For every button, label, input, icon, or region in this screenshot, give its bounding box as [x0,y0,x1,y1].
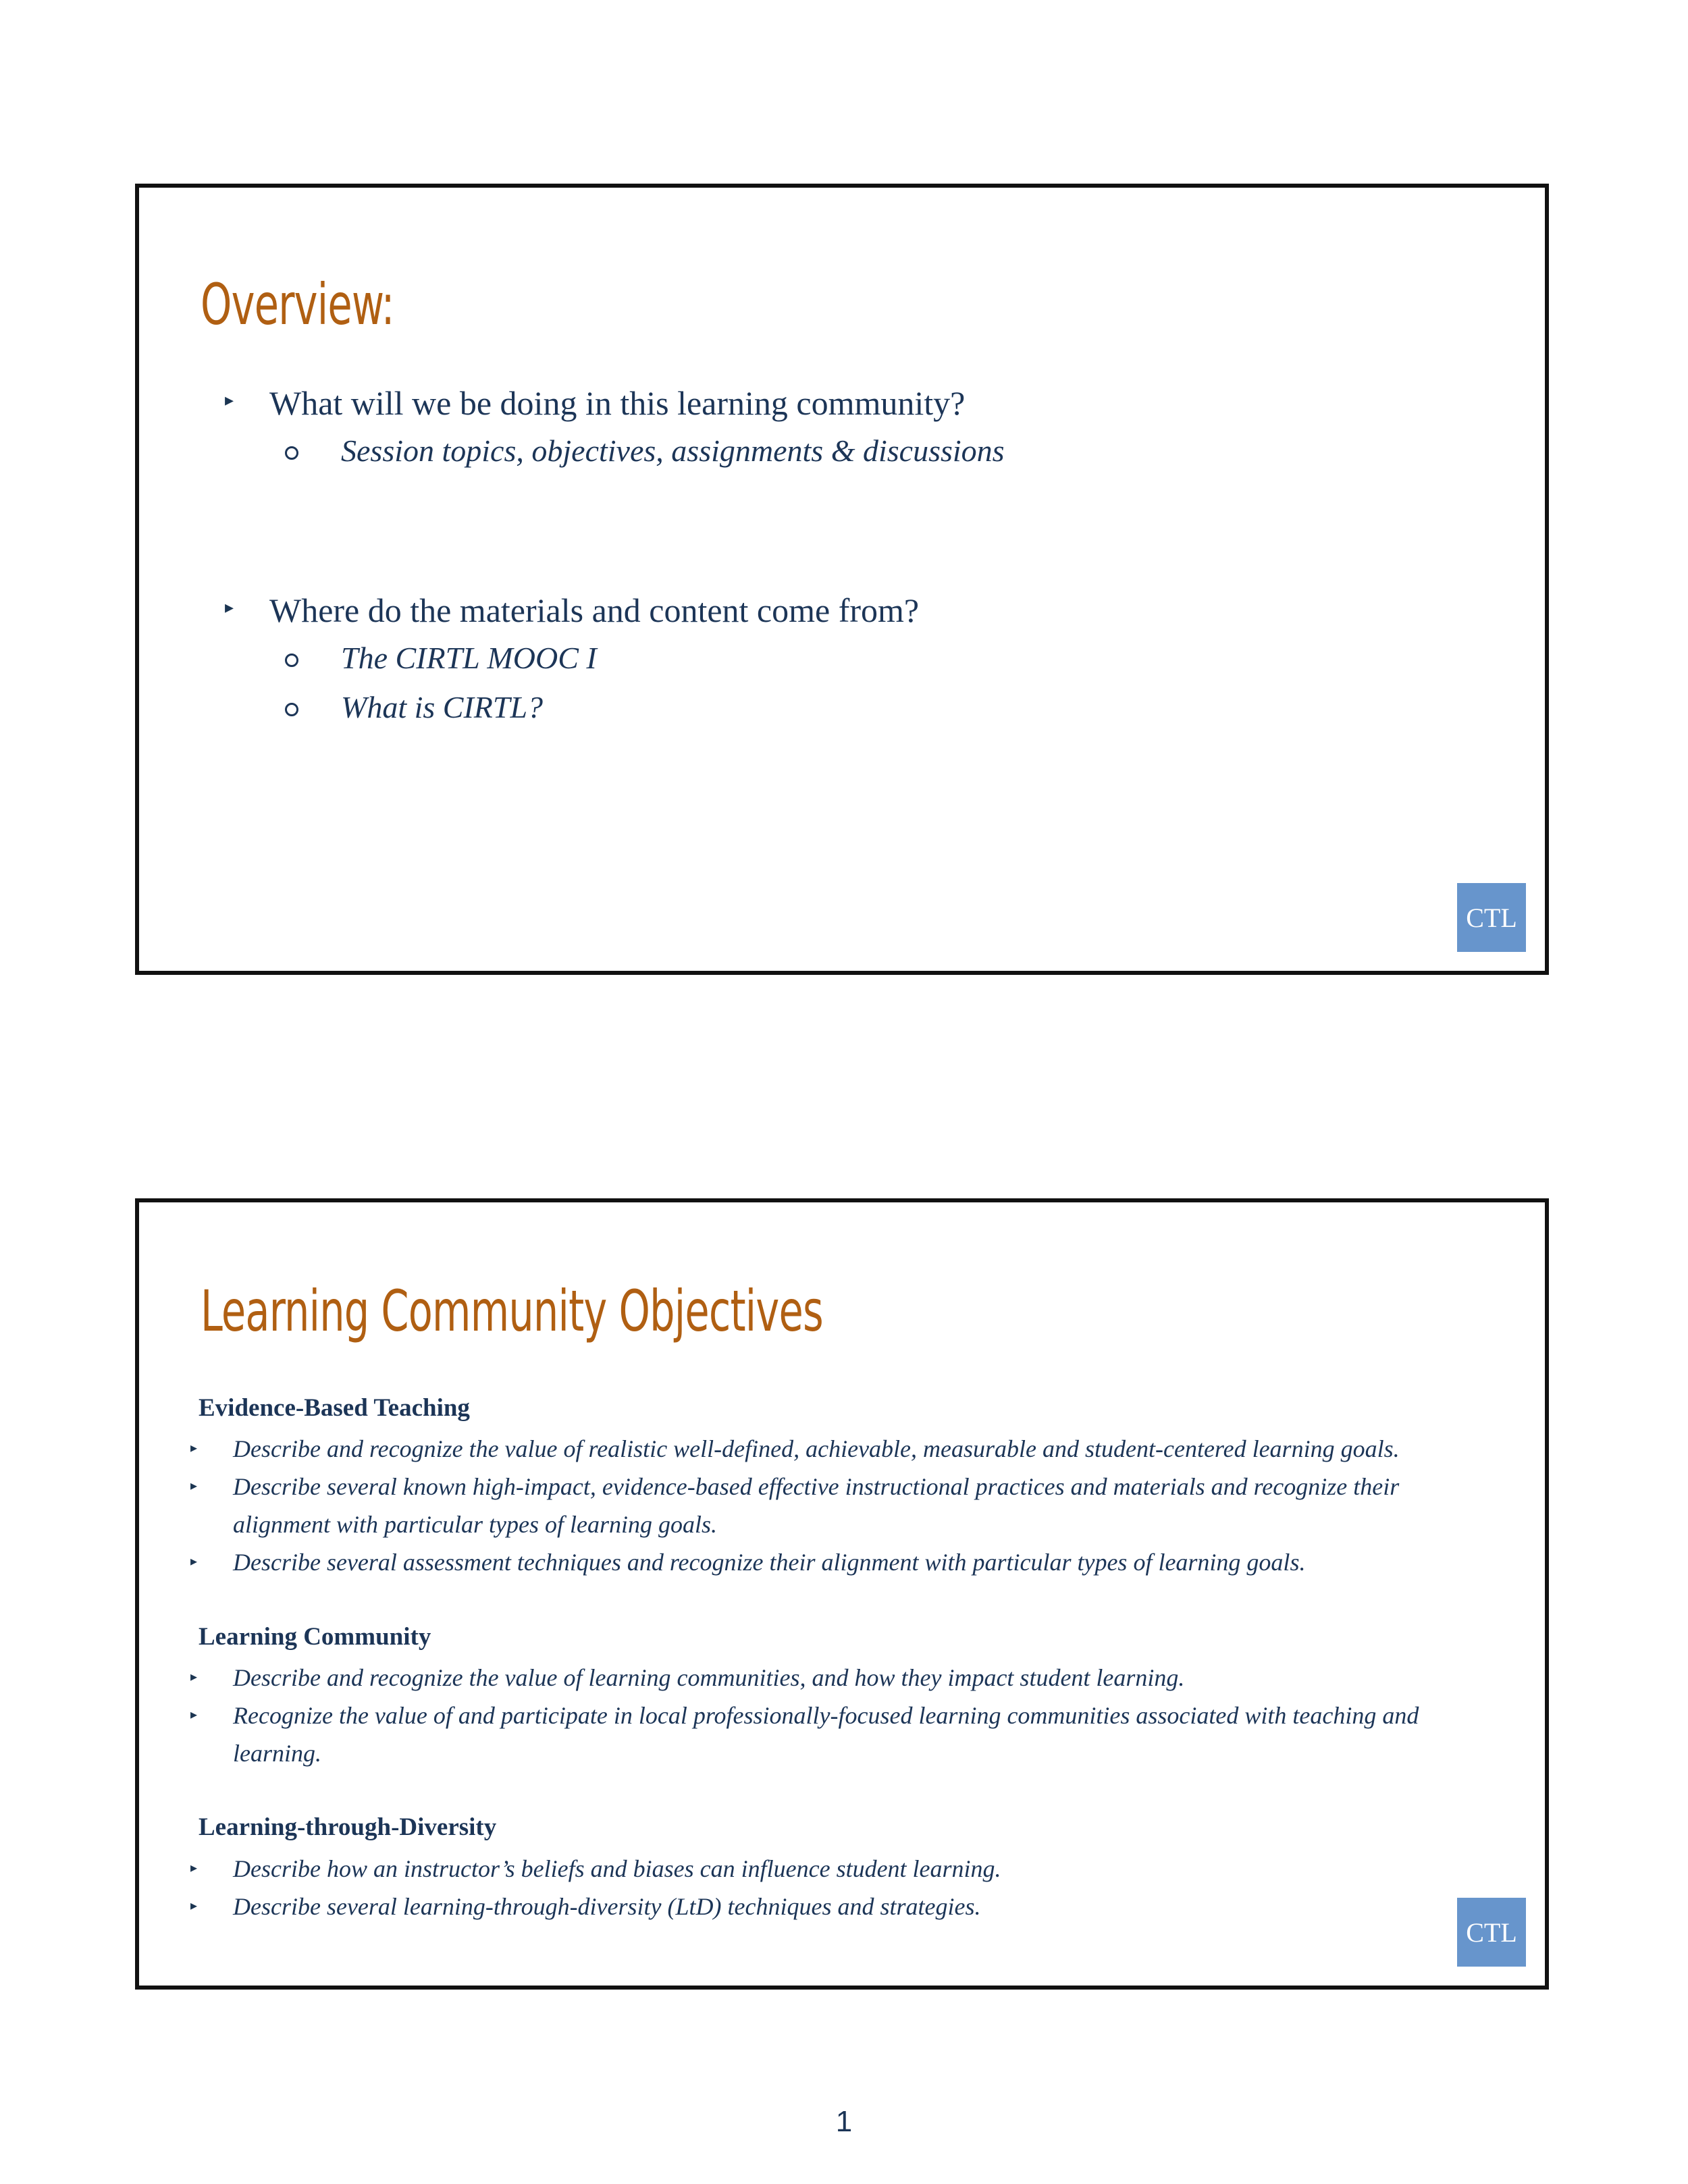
page-number: 1 [835,2105,853,2138]
ctl-logo-badge: CTL [1457,1898,1526,1967]
slide-objectives [135,1198,1549,1990]
ctl-logo-badge: CTL [1457,883,1526,952]
objective-item: Describe how an instructor’s beliefs and biases can influence student learning. [233,1855,1001,1882]
triangle-right-bullet-icon: ▸ [190,1479,198,1493]
triangle-right-bullet-icon: ▸ [190,1861,198,1875]
objective-item: Describe several known high-impact, evidence-based effective instructional practices and materials and recognize their alignment with particular types of learning goals. [233,1473,1400,1538]
objective-item: Describe several assessment techniques and recognize their alignment with particular types of learning goals. [233,1549,1306,1576]
triangle-right-bullet-icon: ▸ [190,1554,198,1569]
triangle-right-bullet-icon: ▸ [190,1898,198,1913]
objective-item: Describe and recognize the value of realistic well-defined, achievable, measurable and student-centered learning goals. [233,1435,1400,1462]
section-heading: Learning Community [199,1623,431,1651]
slide-overview [135,184,1549,975]
sub-bullet-text: Session topics, objectives, assignments & discussions [341,433,1005,468]
triangle-right-bullet-icon: ▸ [225,597,234,617]
slide-title: Overview: [201,271,394,338]
section-heading: Learning-through-Diversity [199,1813,497,1841]
triangle-right-bullet-icon: ▸ [190,1441,198,1456]
bullet-text: What will we be doing in this learning community? [269,384,966,422]
hollow-circle-bullet-icon [285,654,298,667]
sub-bullet-text: The CIRTL MOOC I [341,641,597,675]
slide-title: Learning Community Objectives [201,1278,823,1344]
triangle-right-bullet-icon: ▸ [190,1670,198,1684]
triangle-right-bullet-icon: ▸ [225,390,234,410]
objective-item: Recognize the value of and participate in local professionally-focused learning communities associated with teaching and learning. [233,1702,1419,1767]
objective-item: Describe and recognize the value of learning communities, and how they impact student learning. [233,1664,1185,1691]
sub-bullet-text: What is CIRTL? [341,690,544,724]
objective-item: Describe several learning-through-diversity (LtD) techniques and strategies. [233,1893,981,1920]
bullet-text: Where do the materials and content come from? [269,591,920,629]
hollow-circle-bullet-icon [285,446,298,460]
hollow-circle-bullet-icon [285,703,298,716]
triangle-right-bullet-icon: ▸ [190,1707,198,1722]
section-heading: Evidence-Based Teaching [199,1394,470,1422]
